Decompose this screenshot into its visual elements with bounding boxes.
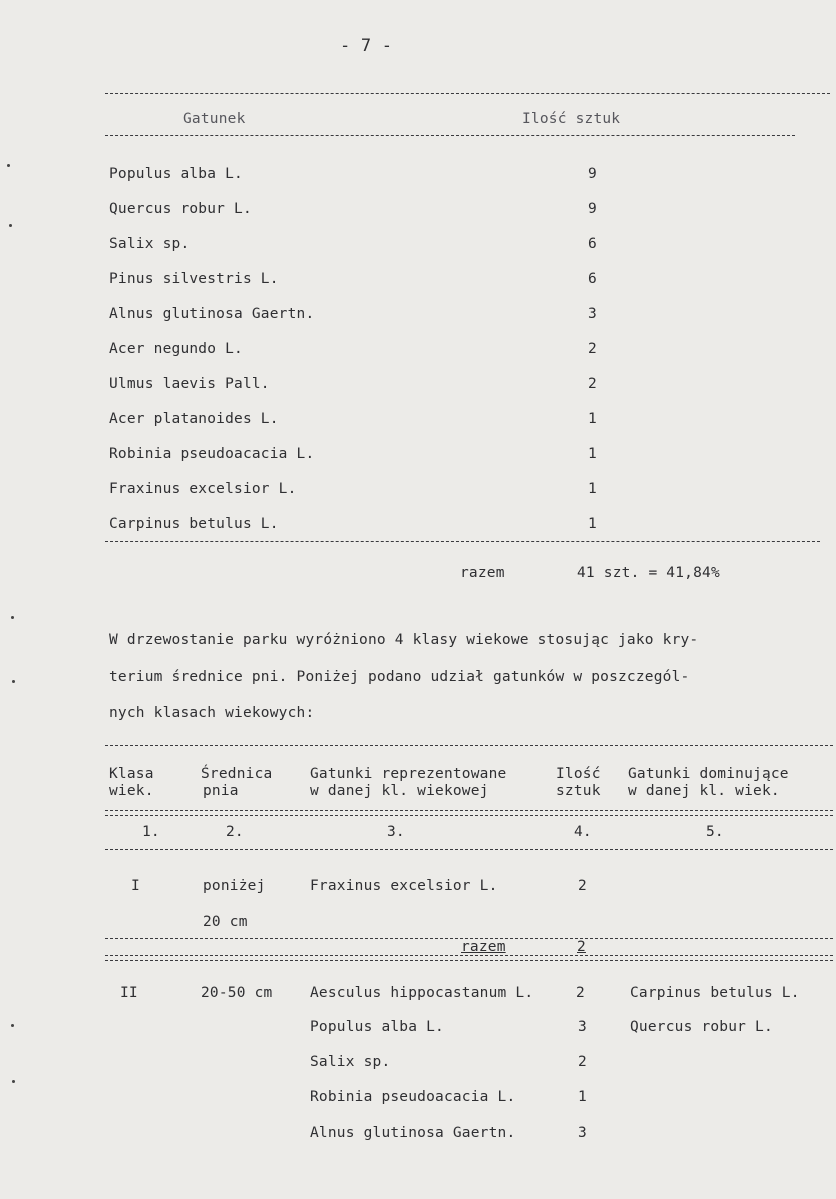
table2-header-ilosc-1: Ilość [556,766,601,782]
class-ii-dominant-1: Carpinus betulus L. [630,985,800,1001]
table-row-count: 9 [588,201,597,217]
table-row-count: 2 [578,1054,587,1070]
table-row-count: 2 [576,985,585,1001]
table-row-species: Robinia pseudoacacia L. [310,1089,516,1105]
class-i-razem-value: 2 [577,939,586,955]
class-i-species: Fraxinus excelsior L. [310,878,498,894]
table2-colnum-1: 1. [142,824,160,840]
table-row-count: 3 [588,306,597,322]
paragraph-line-3: nych klasach wiekowych: [109,705,315,721]
class-i-srednica-2: 20 cm [203,914,248,930]
table-row-count: 1 [588,481,597,497]
table2-header-gatunki-1: Gatunki reprezentowane [310,766,507,782]
table-row-species: Populus alba L. [310,1019,444,1035]
margin-mark [12,1080,15,1083]
table2-header-rule [105,810,833,811]
table-row-species: Pinus silvestris L. [109,271,279,287]
table-row-count: 3 [578,1019,587,1035]
table-row-count: 2 [588,376,597,392]
margin-mark [7,164,10,167]
margin-mark [11,1024,14,1027]
table2-colnum-5: 5. [706,824,724,840]
class-ii-srednica: 20-50 cm [201,985,273,1001]
class-i-label: I [131,878,140,894]
table-row-species: Aesculus hippocastanum L. [310,985,534,1001]
table1-bottom-rule [105,541,820,542]
table1-header-gatunek: Gatunek [183,111,246,127]
table-row-count: 6 [588,236,597,252]
table2-colnum-4: 4. [574,824,592,840]
margin-mark [11,616,14,619]
table-row-species: Salix sp. [310,1054,391,1070]
table-row-species: Fraxinus excelsior L. [109,481,297,497]
table-row-count: 2 [588,341,597,357]
table2-colnum-3: 3. [387,824,405,840]
table-row-count: 9 [588,166,597,182]
paragraph-line-2: terium średnice pni. Poniżej podano udział gatunków w poszczegól- [109,669,690,685]
table2-header-rule-double [105,815,833,816]
table2-header-klasa-1: Klasa [109,766,154,782]
table1-total-value: 41 szt. = 41,84% [577,565,720,581]
table1-header-rule [105,135,795,136]
table2-header-srednica-2: pnia [203,783,239,799]
table2-header-klasa-2: wiek. [109,783,154,799]
table2-header-gatunki-2: w danej kl. wiekowej [310,783,489,799]
table-row-species: Alnus glutinosa Gaertn. [109,306,315,322]
class-i-razem-label: razem [461,939,506,955]
table1-total-label: razem [460,565,505,581]
margin-mark [12,680,15,683]
table-row-count: 1 [588,516,597,532]
table-row-species: Ulmus laevis Pall. [109,376,270,392]
class-i-srednica-1: poniżej [203,878,266,894]
paragraph-line-1: W drzewostanie parku wyróżniono 4 klasy wiekowe stosując jako kry- [109,632,699,648]
class-i-razem-rule-double [105,960,833,961]
class-ii-dominant-2: Quercus robur L. [630,1019,773,1035]
table-row-species: Acer platanoides L. [109,411,279,427]
page-number: - 7 - [340,36,393,56]
table-row-species: Salix sp. [109,236,190,252]
table1-header-ilosc: Ilość sztuk [522,111,621,127]
table-row-count: 6 [588,271,597,287]
table2-header-dominujace-1: Gatunki dominujące [628,766,789,782]
table-row-species: Robinia pseudoacacia L. [109,446,315,462]
table-row-species: Carpinus betulus L. [109,516,279,532]
class-i-razem-rule [105,955,833,956]
class-i-count: 2 [578,878,587,894]
margin-mark [9,224,12,227]
table2-header-dominujace-2: w danej kl. wiek. [628,783,780,799]
table2-header-srednica-1: Średnica [201,766,273,782]
table2-top-rule [105,745,833,746]
table-row-species: Alnus glutinosa Gaertn. [310,1125,516,1141]
table-row-species: Populus alba L. [109,166,243,182]
table1-top-rule [105,93,830,94]
table-row-count: 1 [578,1089,587,1105]
table-row-count: 1 [588,446,597,462]
table-row-species: Quercus robur L. [109,201,252,217]
table-row-species: Acer negundo L. [109,341,243,357]
class-ii-label: II [120,985,138,1001]
table-row-count: 3 [578,1125,587,1141]
table2-header-ilosc-2: sztuk [556,783,601,799]
table2-colnum-rule [105,849,833,850]
table-row-count: 1 [588,411,597,427]
table2-colnum-2: 2. [226,824,244,840]
